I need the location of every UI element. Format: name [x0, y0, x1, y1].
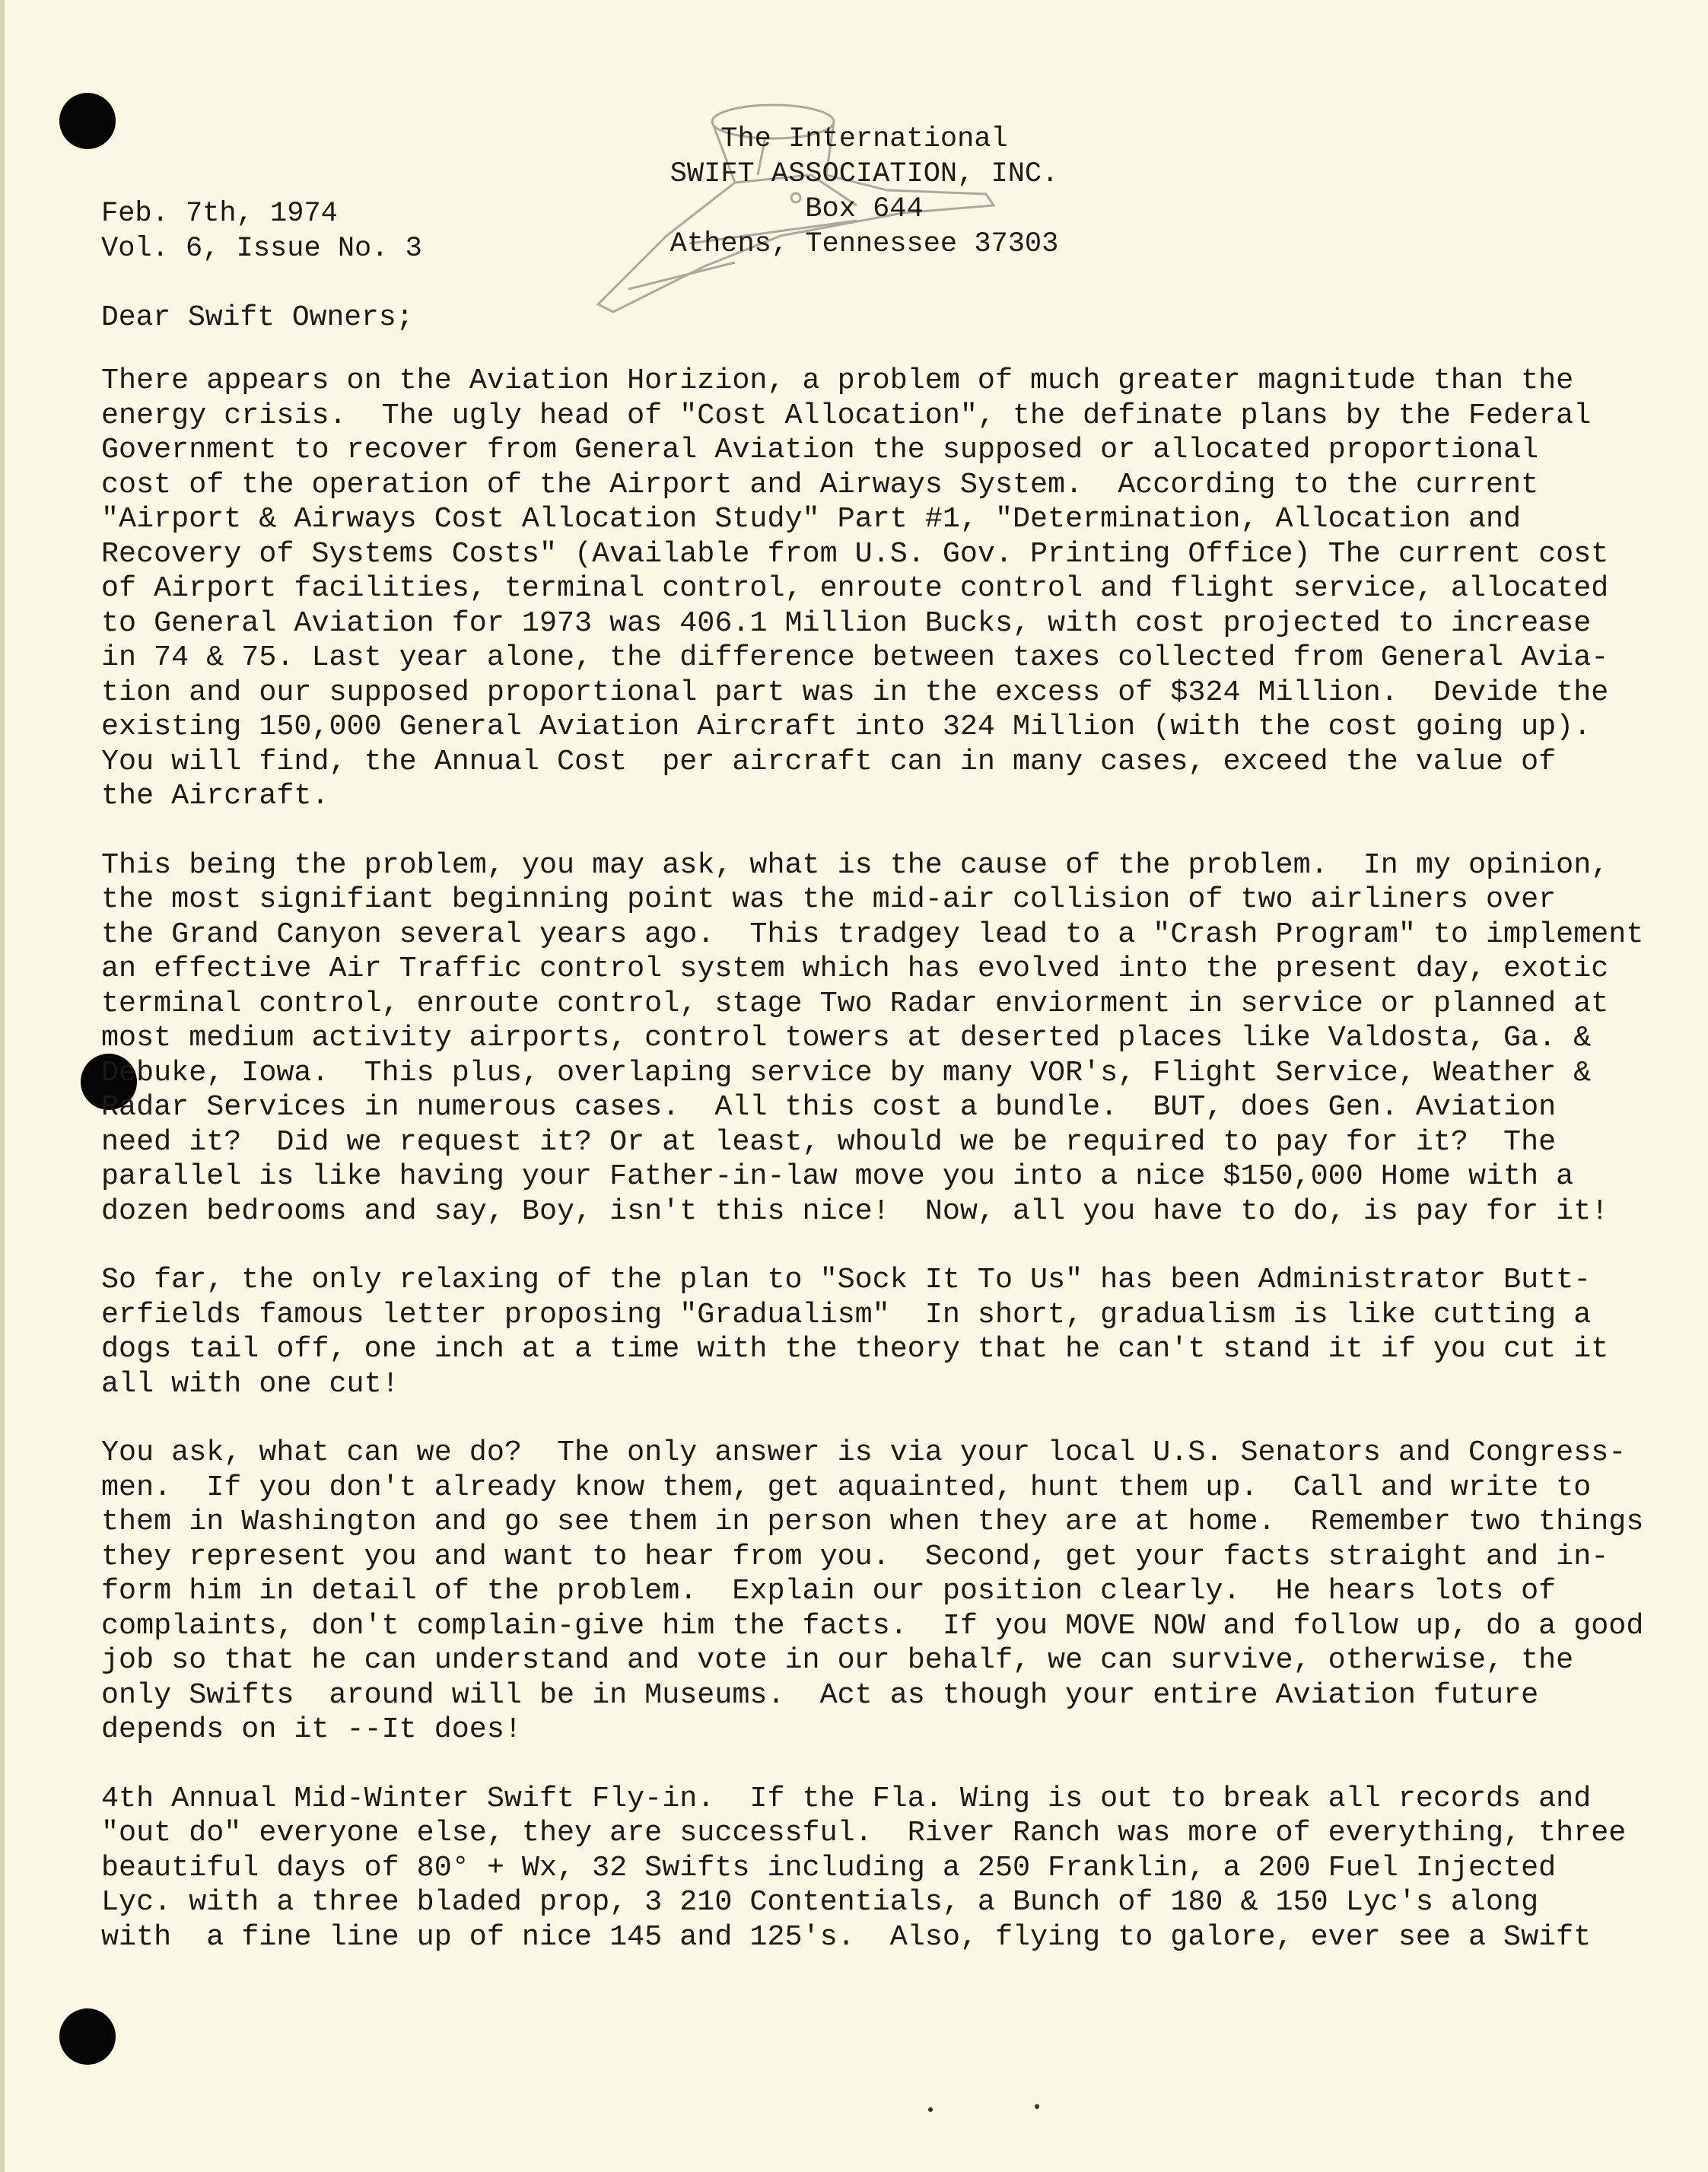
text-line: existing 150,000 General Aviation Aircraft into 324 Million (with the cost going up).: [101, 710, 1592, 743]
issue-volume: Vol. 6, Issue No. 3: [101, 233, 422, 265]
text-line: "Airport & Airways Cost Allocation Study" Part #1, "Determination, Allocation and: [101, 502, 1522, 536]
text-line: tion and our supposed proportional part was in the excess of $324 Million. Devide the: [101, 675, 1609, 709]
text-line: So far, the only relaxing of the plan to "Sock It To Us" has been Administrator Butt-: [101, 1263, 1592, 1296]
text-line: only Swifts around will be in Museums. Act as though your entire Aviation future: [101, 1677, 1539, 1712]
text-line: You will find, the Annual Cost per aircraft can in many cases, exceed the value of: [101, 744, 1557, 778]
text-line: the most signifiant beginning point was the mid-air collision of two airliners over: [101, 882, 1557, 916]
paragraph-cause-of-problem: [101, 848, 1653, 1229]
text-line: erfields famous letter proposing "Gradualism" In short, gradualism is like cutting a: [101, 1297, 1592, 1331]
letter-date: Feb. 7th, 1974: [101, 198, 338, 230]
text-line: they represent you and want to hear from you. Second, get your facts straight and in-: [101, 1539, 1609, 1573]
paragraph-gradualism: [101, 1263, 1653, 1401]
text-line: You ask, what can we do? The only answer is via your local U.S. Senators and Congress-: [101, 1436, 1627, 1469]
text-line: an effective Air Traffic control system which has evolved into the present day, exotic: [101, 952, 1609, 985]
salutation: Dear Swift Owners;: [101, 301, 414, 334]
letterhead-box: Box 644: [805, 193, 924, 225]
text-line: of Airport facilities, terminal control, enroute control and flight service, allocated: [101, 571, 1609, 605]
text-line: cost of the operation of the Airport and Airways System. According to the current: [101, 467, 1539, 501]
paragraph-cost-allocation: [101, 364, 1653, 814]
punch-hole-top: [59, 93, 116, 149]
paragraph-what-can-we-do: [101, 1436, 1653, 1747]
text-line: dogs tail off, one inch at a time with the theory that he can't stand it if you cut it: [101, 1332, 1609, 1366]
text-line: in 74 & 75. Last year alone, the difference between taxes collected from General Avia-: [101, 641, 1609, 674]
text-line: Radar Services in numerous cases. All this cost a bundle. BUT, does Gen. Aviation: [101, 1090, 1557, 1124]
text-line: need it? Did we request it? Or at least, whould we be required to pay for it? The: [101, 1124, 1557, 1159]
speck-mark: [1035, 2104, 1039, 2109]
text-line: energy crisis. The ugly head of "Cost Allocation", the definate plans by the Federal: [101, 398, 1592, 432]
text-line: most medium activity airports, control towers at deserted places like Valdosta, Ga. &: [101, 1021, 1592, 1054]
text-line: Lyc. with a three bladed prop, 3 210 Contentials, a Bunch of 180 & 150 Lyc's along: [101, 1885, 1539, 1919]
text-line: terminal control, enroute control, stage Two Radar enviorment in service or planned at: [101, 986, 1609, 1020]
text-line: Recovery of Systems Costs" (Available from U.S. Gov. Printing Office) The current cost: [101, 536, 1609, 571]
text-line: complaints, don't complain-give him the facts. If you MOVE NOW and follow up, do a good: [101, 1608, 1644, 1643]
letterhead-line-1: The International: [720, 123, 1008, 155]
text-line: with a fine line up of nice 145 and 125's. Also, flying to galore, ever see a Swift: [101, 1919, 1592, 1954]
text-line: "out do" everyone else, they are successful. River Ranch was more of everything, three: [101, 1816, 1627, 1849]
text-line: depends on it --It does!: [101, 1712, 522, 1746]
punch-hole-bottom: [59, 2008, 116, 2065]
text-line: the Grand Canyon several years ago. This tradgey lead to a "Crash Program" to implement: [101, 917, 1644, 951]
text-line: Government to recover from General Aviation the supposed or allocated proportional: [101, 433, 1539, 466]
text-line: job so that he can understand and vote in our behalf, we can survive, otherwise, the: [101, 1643, 1574, 1677]
letterhead: [651, 122, 1077, 262]
speck-mark: [928, 2107, 933, 2112]
text-line: This being the problem, you may ask, what is the cause of the problem. In my opinion,: [101, 847, 1609, 882]
text-line: them in Washington and go see them in person when they are at home. Remember two things: [101, 1505, 1644, 1538]
text-line: 4th Annual Mid-Winter Swift Fly-in. If the Fla. Wing is out to break all records and: [101, 1781, 1592, 1815]
letter-body: [101, 364, 1653, 1989]
text-line: form him in detail of the problem. Explain our position clearly. He hears lots of: [101, 1574, 1557, 1608]
text-line: to General Aviation for 1973 was 406.1 Million Bucks, with cost projected to increase: [101, 606, 1592, 640]
text-line: parallel is like having your Father-in-law move you into a nice $150,000 Home with a: [101, 1159, 1574, 1193]
text-line: the Aircraft.: [101, 779, 329, 813]
letterhead-city: Athens, Tennessee 37303: [670, 228, 1059, 260]
text-line: all with one cut!: [101, 1366, 399, 1401]
text-line: men. If you don't already know them, get aquainted, hunt them up. Call and write to: [101, 1470, 1592, 1504]
text-line: dozen bedrooms and say, Boy, isn't this nice! Now, all you have to do, is pay for it!: [101, 1194, 1609, 1228]
paragraph-fly-in: [101, 1782, 1653, 1955]
letterhead-organization: SWIFT ASSOCIATION, INC.: [670, 158, 1059, 190]
text-line: beautiful days of 80° + Wx, 32 Swifts including a 250 Franklin, a 200 Fuel Injected: [101, 1850, 1557, 1884]
text-line: There appears on the Aviation Horizion, a problem of much greater magnitude than the: [101, 364, 1574, 397]
dateline: [101, 196, 422, 266]
text-line: Debuke, Iowa. This plus, overlaping service by many VOR's, Flight Service, Weather &: [101, 1055, 1592, 1089]
